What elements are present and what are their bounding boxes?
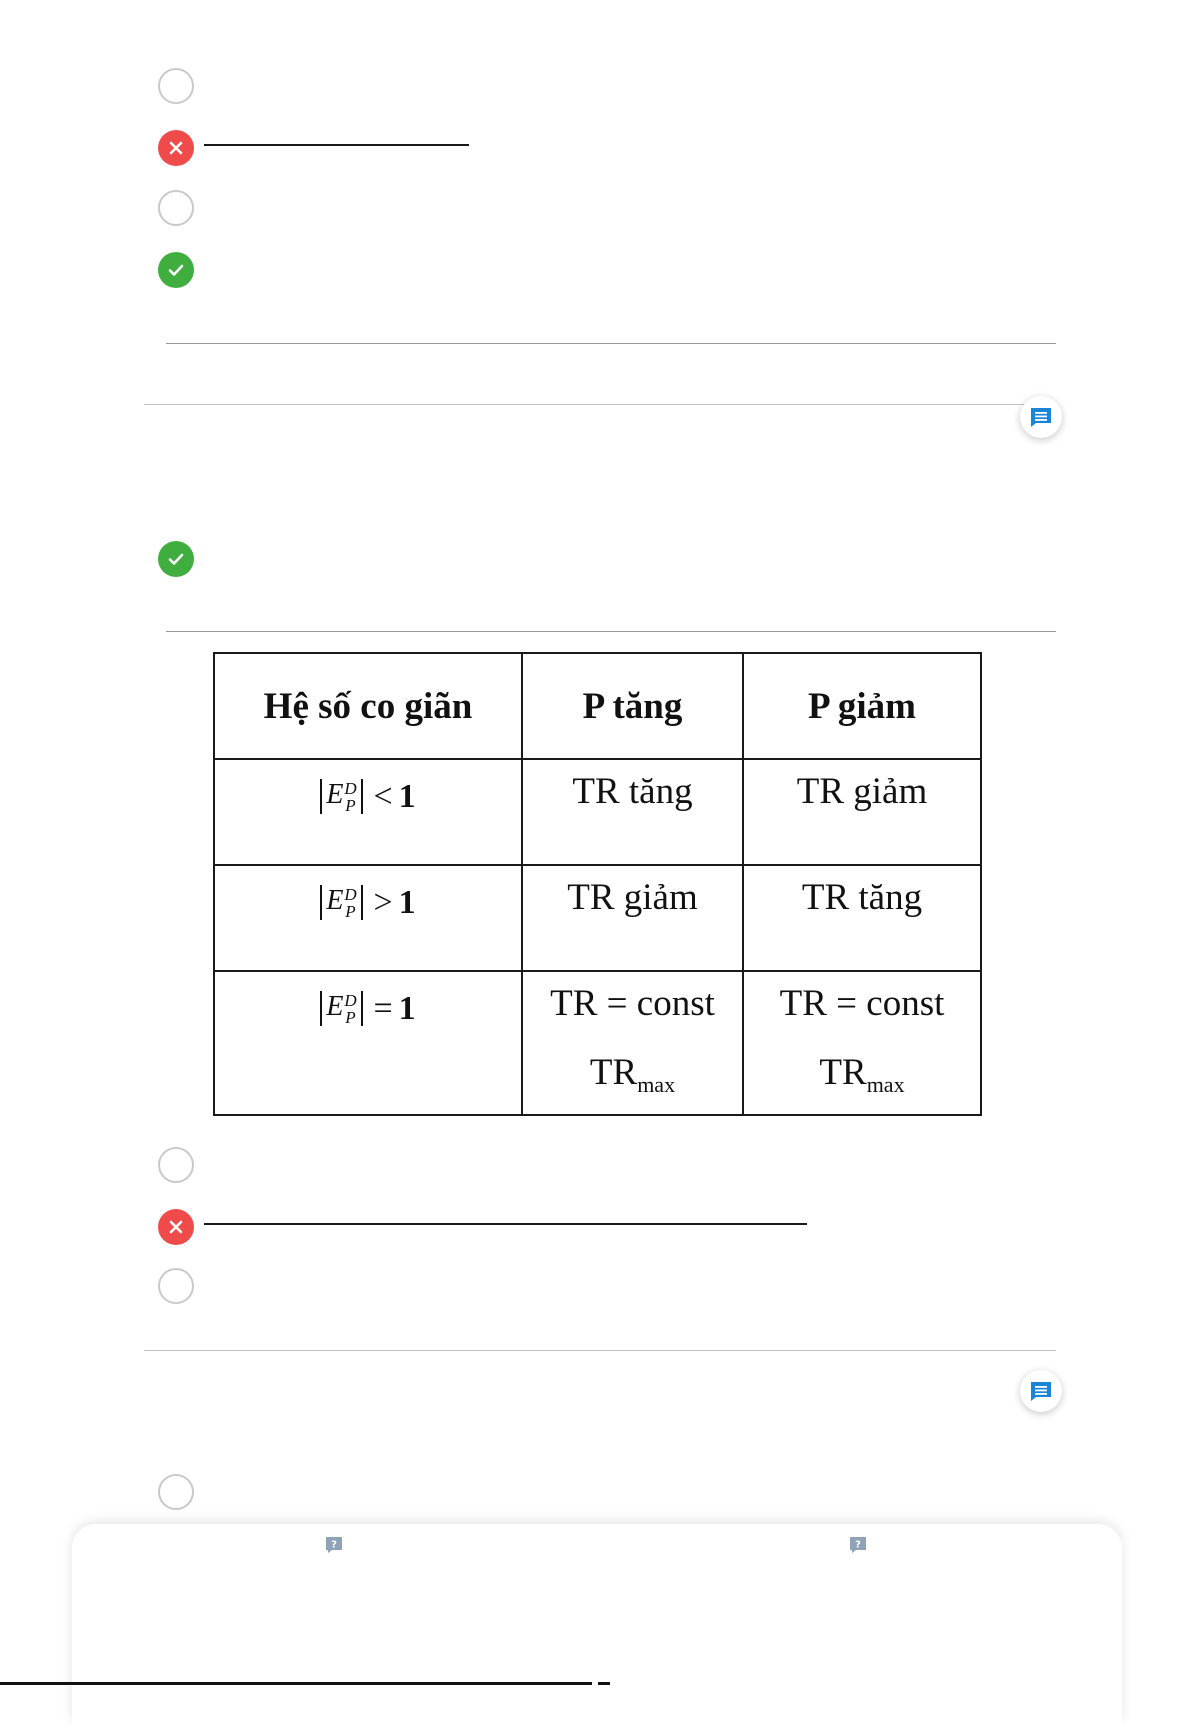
table-cell: TR tăng [743,865,981,971]
table-header: Hệ số co giãn [214,653,522,759]
answer-strikethrough-line [204,144,469,146]
answer-option-wrong-marker[interactable] [158,1209,194,1245]
answer-option-radio[interactable] [158,68,194,104]
elasticity-condition: E D P = 1 [214,971,522,1115]
comment-icon [1029,405,1053,429]
absolute-value: E D P [320,991,363,1026]
table-cell: TR tăng [522,759,743,865]
help-button[interactable] [848,1535,868,1555]
check-icon [158,252,194,288]
elasticity-condition: E D P > 1 [214,865,522,971]
help-button[interactable] [324,1535,344,1555]
answer-option-correct-marker[interactable] [158,252,194,288]
table-header: P tăng [522,653,743,759]
table-cell: TR = const $TR_{max}$ [743,971,981,1115]
question-divider [144,404,1056,405]
explanation-divider [166,631,1056,632]
help-icon [324,1535,344,1555]
elasticity-table [213,652,980,1097]
x-icon [158,130,194,166]
answer-option-radio[interactable] [158,1268,194,1304]
check-icon [158,541,194,577]
answer-strikethrough-line [204,1223,807,1225]
svg-text:?: ? [855,1539,861,1551]
table-cell: TR = const $TR_{max}$ [522,971,743,1115]
elasticity-revenue-table [213,652,982,1116]
table-header: P giảm [743,653,981,759]
table-cell: TR giảm [522,865,743,971]
comment-button[interactable] [1020,1370,1062,1412]
answer-option-wrong-marker[interactable] [158,130,194,166]
comment-button[interactable] [1020,396,1062,438]
comment-icon [1029,1379,1053,1403]
answer-option-radio[interactable] [158,1474,194,1510]
answer-option-correct-marker[interactable] [158,541,194,577]
elasticity-condition: E D P < 1 [214,759,522,865]
absolute-value: E D P [320,885,363,920]
x-icon [158,1209,194,1245]
table-cell: TR giảm [743,759,981,865]
help-icon [848,1535,868,1555]
absolute-value: E D P [320,779,363,814]
explanation-divider [166,343,1056,344]
svg-text:?: ? [331,1539,337,1551]
question-divider [144,1350,1056,1351]
answer-option-radio[interactable] [158,1147,194,1183]
answer-option-radio[interactable] [158,190,194,226]
bottom-sheet-panel [72,1524,1122,1724]
